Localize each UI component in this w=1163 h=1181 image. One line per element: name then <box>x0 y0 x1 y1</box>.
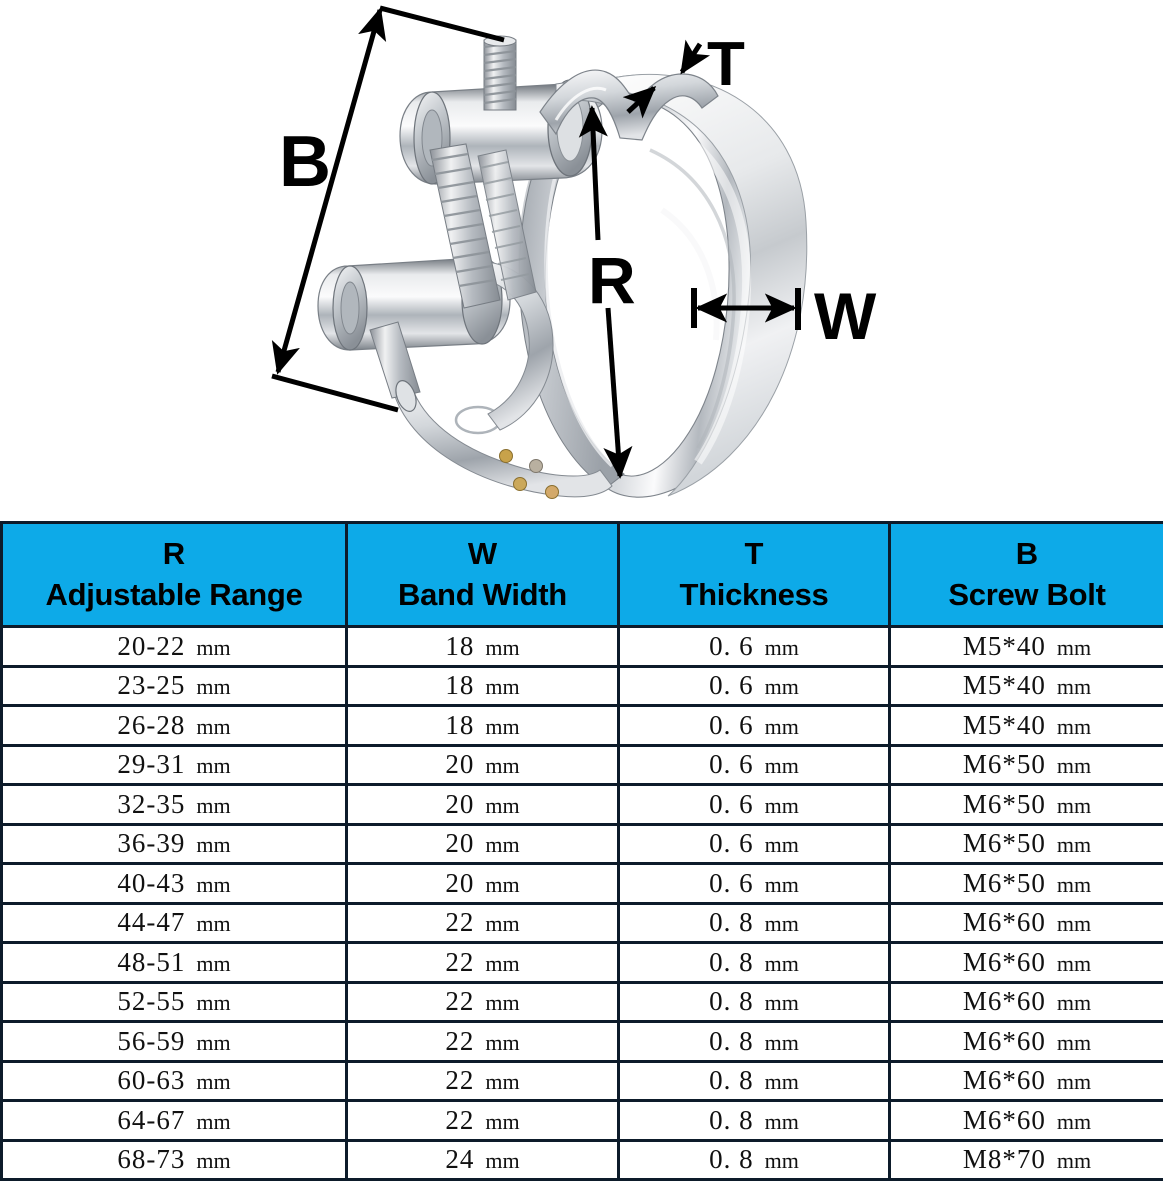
cell-unit: mm <box>1045 792 1092 818</box>
cell-value: 24 <box>445 1144 475 1175</box>
cell-unit: mm <box>185 911 231 937</box>
cell-adjustable-range <box>2 785 347 825</box>
cell-unit: mm <box>185 1108 231 1134</box>
cell-band-width <box>347 1022 619 1062</box>
cell-value: 20 <box>445 828 475 859</box>
cell-thickness <box>619 666 890 706</box>
cell-unit: mm <box>474 1069 520 1095</box>
cell-adjustable-range <box>2 627 347 667</box>
cell-adjustable-range <box>2 745 347 785</box>
table-row <box>2 745 1163 785</box>
cell-value: 0. 6 <box>709 670 754 701</box>
cell-value: 29-31 <box>117 749 186 780</box>
cell-value: M6*60 <box>962 986 1046 1017</box>
cell-band-width <box>347 982 619 1022</box>
cell-unit: mm <box>185 832 231 858</box>
cell-unit: mm <box>753 950 799 976</box>
table-row <box>2 785 1163 825</box>
cell-value: 0. 8 <box>709 1065 754 1096</box>
cell-value: M8*70 <box>962 1144 1046 1175</box>
cell-unit: mm <box>1045 1029 1092 1055</box>
cell-value: 0. 6 <box>709 630 754 661</box>
cell-unit: mm <box>474 634 520 660</box>
cell-thickness <box>619 627 890 667</box>
cell-band-width <box>347 943 619 983</box>
cell-value: 20-22 <box>117 630 186 661</box>
cell-unit: mm <box>753 990 799 1016</box>
column-header-screw-bolt <box>890 523 1163 627</box>
cell-unit: mm <box>753 832 799 858</box>
cell-band-width <box>347 627 619 667</box>
cell-value: M6*50 <box>962 749 1046 780</box>
cell-unit: mm <box>474 674 520 700</box>
cell-screw-bolt <box>890 1101 1163 1141</box>
cell-value: 56-59 <box>117 1025 186 1056</box>
cell-unit: mm <box>185 1069 231 1095</box>
cell-screw-bolt <box>890 943 1163 983</box>
cell-thickness <box>619 864 890 904</box>
cell-band-width <box>347 745 619 785</box>
table-row <box>2 1101 1163 1141</box>
column-name-thickness: Thickness <box>679 576 829 612</box>
cell-unit: mm <box>753 1108 799 1134</box>
cell-unit: mm <box>185 713 231 739</box>
cell-value: 0. 8 <box>709 1144 754 1175</box>
clamp-dimension-diagram <box>0 0 1163 521</box>
cell-value: 0. 8 <box>709 907 754 938</box>
cell-value: M6*60 <box>962 1065 1046 1096</box>
cell-unit: mm <box>753 634 799 660</box>
cell-adjustable-range <box>2 982 347 1022</box>
cell-value: 22 <box>445 1104 475 1135</box>
cell-value: 32-35 <box>117 788 186 819</box>
cell-unit: mm <box>753 753 799 779</box>
cell-unit: mm <box>1045 911 1092 937</box>
cell-unit: mm <box>474 911 520 937</box>
cell-unit: mm <box>474 950 520 976</box>
cell-unit: mm <box>753 674 799 700</box>
cell-value: M6*60 <box>962 1025 1046 1056</box>
cell-adjustable-range <box>2 1061 347 1101</box>
cell-unit: mm <box>1045 990 1092 1016</box>
cell-unit: mm <box>1045 1069 1092 1095</box>
cell-unit: mm <box>753 1069 799 1095</box>
cell-screw-bolt <box>890 706 1163 746</box>
cell-screw-bolt <box>890 824 1163 864</box>
dimension-label-b: B <box>279 122 331 202</box>
cell-unit: mm <box>185 990 231 1016</box>
cell-adjustable-range <box>2 824 347 864</box>
clamp-illustration <box>0 0 1163 521</box>
cell-unit: mm <box>185 634 231 660</box>
cell-screw-bolt <box>890 785 1163 825</box>
cell-value: 18 <box>445 709 475 740</box>
cell-value: M6*60 <box>962 946 1046 977</box>
cell-value: M6*50 <box>962 788 1046 819</box>
header-row <box>2 523 1163 627</box>
cell-value: 60-63 <box>117 1065 186 1096</box>
column-symbol-r: R <box>162 535 186 571</box>
cell-thickness <box>619 1101 890 1141</box>
cell-thickness <box>619 943 890 983</box>
cell-adjustable-range <box>2 666 347 706</box>
cell-value: 18 <box>445 670 475 701</box>
cell-unit: mm <box>753 792 799 818</box>
table-row <box>2 943 1163 983</box>
column-header-thickness <box>619 523 890 627</box>
column-name-screw-bolt: Screw Bolt <box>948 576 1106 612</box>
cell-band-width <box>347 666 619 706</box>
column-symbol-b: B <box>1015 535 1039 571</box>
column-symbol-t: T <box>744 535 764 571</box>
cell-thickness <box>619 745 890 785</box>
cell-value: 0. 8 <box>709 1104 754 1135</box>
cell-unit: mm <box>1045 1148 1092 1174</box>
cell-value: 22 <box>445 907 475 938</box>
cell-band-width <box>347 1140 619 1180</box>
cell-thickness <box>619 982 890 1022</box>
cell-unit: mm <box>753 1148 799 1174</box>
cell-adjustable-range <box>2 1140 347 1180</box>
cell-unit: mm <box>185 674 231 700</box>
column-header-adjustable-range <box>2 523 347 627</box>
cell-value: M5*40 <box>962 709 1046 740</box>
cell-screw-bolt <box>890 982 1163 1022</box>
table-row <box>2 864 1163 904</box>
cell-value: 18 <box>445 630 475 661</box>
table-row <box>2 824 1163 864</box>
cell-unit: mm <box>185 1029 231 1055</box>
table-row <box>2 903 1163 943</box>
cell-screw-bolt <box>890 903 1163 943</box>
table-row <box>2 666 1163 706</box>
cell-thickness <box>619 903 890 943</box>
table-row <box>2 627 1163 667</box>
cell-band-width <box>347 903 619 943</box>
dimension-label-r: R <box>588 243 636 317</box>
cell-band-width <box>347 824 619 864</box>
cell-unit: mm <box>474 753 520 779</box>
cell-unit: mm <box>474 1148 520 1174</box>
table-header <box>2 523 1163 627</box>
cell-value: 22 <box>445 946 475 977</box>
cell-unit: mm <box>185 753 231 779</box>
cell-unit: mm <box>474 832 520 858</box>
cell-adjustable-range <box>2 1022 347 1062</box>
cell-unit: mm <box>474 1029 520 1055</box>
cell-value: 20 <box>445 749 475 780</box>
dimension-label-t: T <box>707 30 745 99</box>
cell-unit: mm <box>753 713 799 739</box>
cell-adjustable-range <box>2 903 347 943</box>
cell-adjustable-range <box>2 864 347 904</box>
cell-screw-bolt <box>890 1061 1163 1101</box>
cell-adjustable-range <box>2 1101 347 1141</box>
cell-unit: mm <box>1045 674 1092 700</box>
cell-value: M6*50 <box>962 867 1046 898</box>
cell-band-width <box>347 706 619 746</box>
threaded-screw-top <box>484 36 516 110</box>
cell-unit: mm <box>185 792 231 818</box>
cell-value: 40-43 <box>117 867 186 898</box>
cell-screw-bolt <box>890 1140 1163 1180</box>
column-header-band-width <box>347 523 619 627</box>
cell-thickness <box>619 785 890 825</box>
cell-unit: mm <box>185 950 231 976</box>
cell-value: 23-25 <box>117 670 186 701</box>
cell-thickness <box>619 824 890 864</box>
cell-value: M6*60 <box>962 907 1046 938</box>
table-row <box>2 706 1163 746</box>
cell-band-width <box>347 1061 619 1101</box>
cell-value: 0. 8 <box>709 946 754 977</box>
cell-value: M5*40 <box>962 630 1046 661</box>
cell-unit: mm <box>1045 753 1092 779</box>
cell-screw-bolt <box>890 864 1163 904</box>
cell-value: 68-73 <box>117 1144 186 1175</box>
cell-thickness <box>619 706 890 746</box>
cell-value: 48-51 <box>117 946 186 977</box>
cell-value: 0. 8 <box>709 1025 754 1056</box>
cell-unit: mm <box>1045 871 1092 897</box>
cell-value: 22 <box>445 986 475 1017</box>
cell-unit: mm <box>753 1029 799 1055</box>
cell-unit: mm <box>1045 832 1092 858</box>
cell-value: 0. 6 <box>709 788 754 819</box>
cell-unit: mm <box>474 792 520 818</box>
cell-value: 20 <box>445 867 475 898</box>
cell-value: 64-67 <box>117 1104 186 1135</box>
cell-adjustable-range <box>2 943 347 983</box>
cell-thickness <box>619 1140 890 1180</box>
table-body <box>2 627 1163 1180</box>
cell-unit: mm <box>1045 713 1092 739</box>
table-row <box>2 982 1163 1022</box>
cell-unit: mm <box>185 1148 231 1174</box>
cell-value: 36-39 <box>117 828 186 859</box>
cell-value: 52-55 <box>117 986 186 1017</box>
cell-value: 44-47 <box>117 907 186 938</box>
table-row <box>2 1140 1163 1180</box>
cell-thickness <box>619 1022 890 1062</box>
cell-value: 22 <box>445 1025 475 1056</box>
cell-value: 0. 6 <box>709 867 754 898</box>
cell-unit: mm <box>1045 950 1092 976</box>
cell-value: 20 <box>445 788 475 819</box>
column-name-band-width: Band Width <box>398 576 567 612</box>
cell-screw-bolt <box>890 666 1163 706</box>
cell-unit: mm <box>474 713 520 739</box>
cell-value: 0. 6 <box>709 828 754 859</box>
cell-band-width <box>347 864 619 904</box>
cell-value: M6*60 <box>962 1104 1046 1135</box>
cell-unit: mm <box>753 911 799 937</box>
cell-value: 22 <box>445 1065 475 1096</box>
cell-unit: mm <box>753 871 799 897</box>
cell-band-width <box>347 1101 619 1141</box>
specification-table <box>0 521 1163 1181</box>
cell-adjustable-range <box>2 706 347 746</box>
cell-value: M5*40 <box>962 670 1046 701</box>
dimension-label-w: W <box>814 279 876 353</box>
cell-band-width <box>347 785 619 825</box>
cell-unit: mm <box>474 871 520 897</box>
cell-thickness <box>619 1061 890 1101</box>
table-row <box>2 1061 1163 1101</box>
cell-value: 0. 8 <box>709 986 754 1017</box>
cell-value: M6*50 <box>962 828 1046 859</box>
cell-unit: mm <box>185 871 231 897</box>
column-symbol-w: W <box>467 535 498 571</box>
cell-screw-bolt <box>890 745 1163 785</box>
cell-screw-bolt <box>890 627 1163 667</box>
cell-value: 26-28 <box>117 709 186 740</box>
cell-value: 0. 6 <box>709 709 754 740</box>
cell-unit: mm <box>1045 1108 1092 1134</box>
cell-screw-bolt <box>890 1022 1163 1062</box>
cell-value: 0. 6 <box>709 749 754 780</box>
cell-unit: mm <box>1045 634 1092 660</box>
column-name-adjustable-range: Adjustable Range <box>45 576 303 612</box>
cell-unit: mm <box>474 1108 520 1134</box>
table-row <box>2 1022 1163 1062</box>
cell-unit: mm <box>474 990 520 1016</box>
